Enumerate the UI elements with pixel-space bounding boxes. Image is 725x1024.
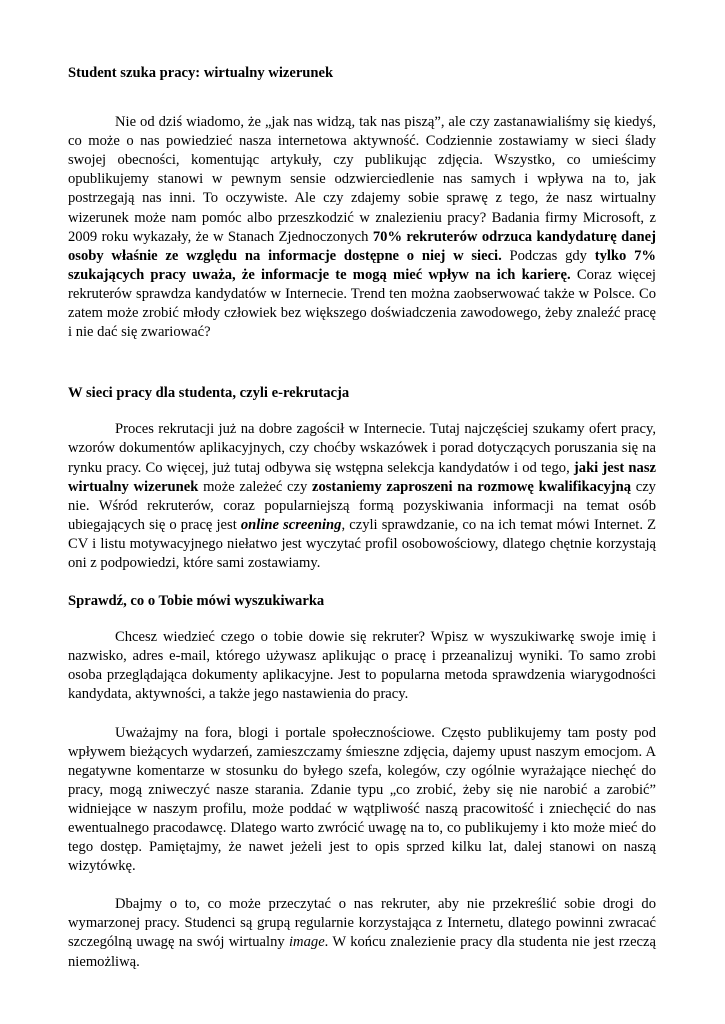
text-run: czy nie. Wśród rekruterów, coraz popularniejszą formą pozyskiwania informacji na temat osób ubiegających się o pracę jest xyxy=(68,478,656,533)
text-run: tylko 7% szukających pracy uważa, że informacje te mogą mieć wpływ na ich karierę. xyxy=(68,247,656,283)
section-heading-3: Sprawdź, co o Tobie mówi wyszukiwarka xyxy=(68,593,325,610)
text-run: Nie od dziś wiadomo, że „jak nas widzą, tak nas piszą”, ale czy zastanawialiśmy się kiedyś, co może o nas powiedzieć nasza internetowa aktywność. Codziennie zostawiamy w sieci ślady swojej obecności, komentując artykuły, czy publikując zdjęcia. Wszystko, co umieścimy opublikujemy stanowi w pewnym sensie odzwierciedlenie nas samych i wpływa na to, jak postrzegają nas inni. To oczywiste. Ale czy zdajemy sobie sprawę z tego, że nasz wirtualny wizerunek może nam pomóc albo przeszkodzić w znalezieniu pracy? Badania firmy Microsoft, z 2009 roku wykazały, że w Stanach Zjednoczonych xyxy=(68,114,656,245)
text-run: jaki jest nasz wirtualny wizerunek xyxy=(68,459,656,495)
text-run: , czyli sprawdzanie, co na ich temat mówi Internet. Z CV i listu motywacyjnego niełatwo jest wyczytać profil osobowościowy, dlatego chętnie korzystają oni z podpowiedzi, które sami zostawiamy. xyxy=(68,516,657,571)
paragraph-3 xyxy=(68,628,656,704)
text-run: Coraz więcej rekruterów sprawdza kandydatów w Internecie. Trend ten można zaobserwować także w Polsce. Co zatem może zrobić młody człowiek bez większego doświadczenia zawodowego, żeby znaleźć pracę i nie dać się zwariować? xyxy=(68,266,656,341)
section-heading-2: W sieci pracy dla studenta, czyli e-rekrutacja xyxy=(68,385,350,402)
text-run: Uważajmy na fora, blogi i portale społecznościowe. Często publikujemy tam posty pod wpływem bieżących wydarzeń, zamieszczamy śmieszne zdjęcia, dajemy upust naszym emocjom. A negatywne komentarze w stosunku do byłego szefa, kolegów, czy ogólnie wyrażające niechęć do pracy, mogą zniweczyć nasze starania. Zdanie typu „co zrobić, żeby się nie narobić a zarobić” widniejące w naszym profilu, może poddać w wątpliwość naszą pracowitość i zniechęcić do nas ewentualnego pracodawcę. Dlatego warto zwrócić uwagę na to, co publikujemy i kto może mieć do tego dostęp. Pamiętajmy, że nawet jeżeli jest to opis sprzed kilku lat, dalej stanowi on naszą wizytówkę. xyxy=(68,724,656,875)
text-run: Podczas gdy xyxy=(501,247,595,264)
paragraph-2 xyxy=(68,420,656,573)
text-run: zostaniemy zaproszeni na rozmowę kwalifikacyjną xyxy=(311,478,632,495)
text-run: . W końcu znalezienie pracy dla studenta nie jest rzeczą niemożliwą. xyxy=(68,934,656,970)
text-run: Dbajmy o to, co może przeczytać o nas rekruter, aby nie przekreślić sobie drogi do wymarzonej pracy. Studenci są grupą regularnie korzystająca z Internetu, dlatego powinni zwracać szczególną uwagę na swój wirtualny xyxy=(68,896,656,951)
text-run: Chcesz wiedzieć czego o tobie dowie się rekruter? Wpisz w wyszukiwarkę swoje imię i nazwisko, adres e-mail, którego używasz aplikując o pracę i przeanalizuj wyniki. To samo zrobi osoba przeglądająca dokumenty aplikacyjne. Jest to popularna metoda sprawdzenia wiarygodności kandydata, aktywności, a także jego nastawienia do pracy. xyxy=(68,629,656,703)
section-heading-1: Student szuka pracy: wirtualny wizerunek xyxy=(68,65,334,81)
text-run: 70% rekruterów odrzuca kandydaturę danej osoby właśnie ze względu na informacje dostępne o niej w sieci. xyxy=(68,228,656,264)
text-run: Proces rekrutacji już na dobre zagościł w Internecie. Tutaj najczęściej szukamy ofert pracy, wzorów dokumentów aplikacyjnych, czy choćby wskazówek i porad dotyczących poruszania się na rynku pracy. Co więcej, już tutaj odbywa się wstępna selekcja kandydatów i od tego, xyxy=(68,421,656,476)
text-run: image xyxy=(289,934,325,951)
text-run: online screening xyxy=(240,516,342,533)
text-run: może zależeć czy xyxy=(198,478,312,495)
paragraph-4 xyxy=(68,724,656,877)
paragraph-1 xyxy=(68,113,656,342)
document-page xyxy=(68,64,656,972)
paragraph-5 xyxy=(68,895,656,971)
